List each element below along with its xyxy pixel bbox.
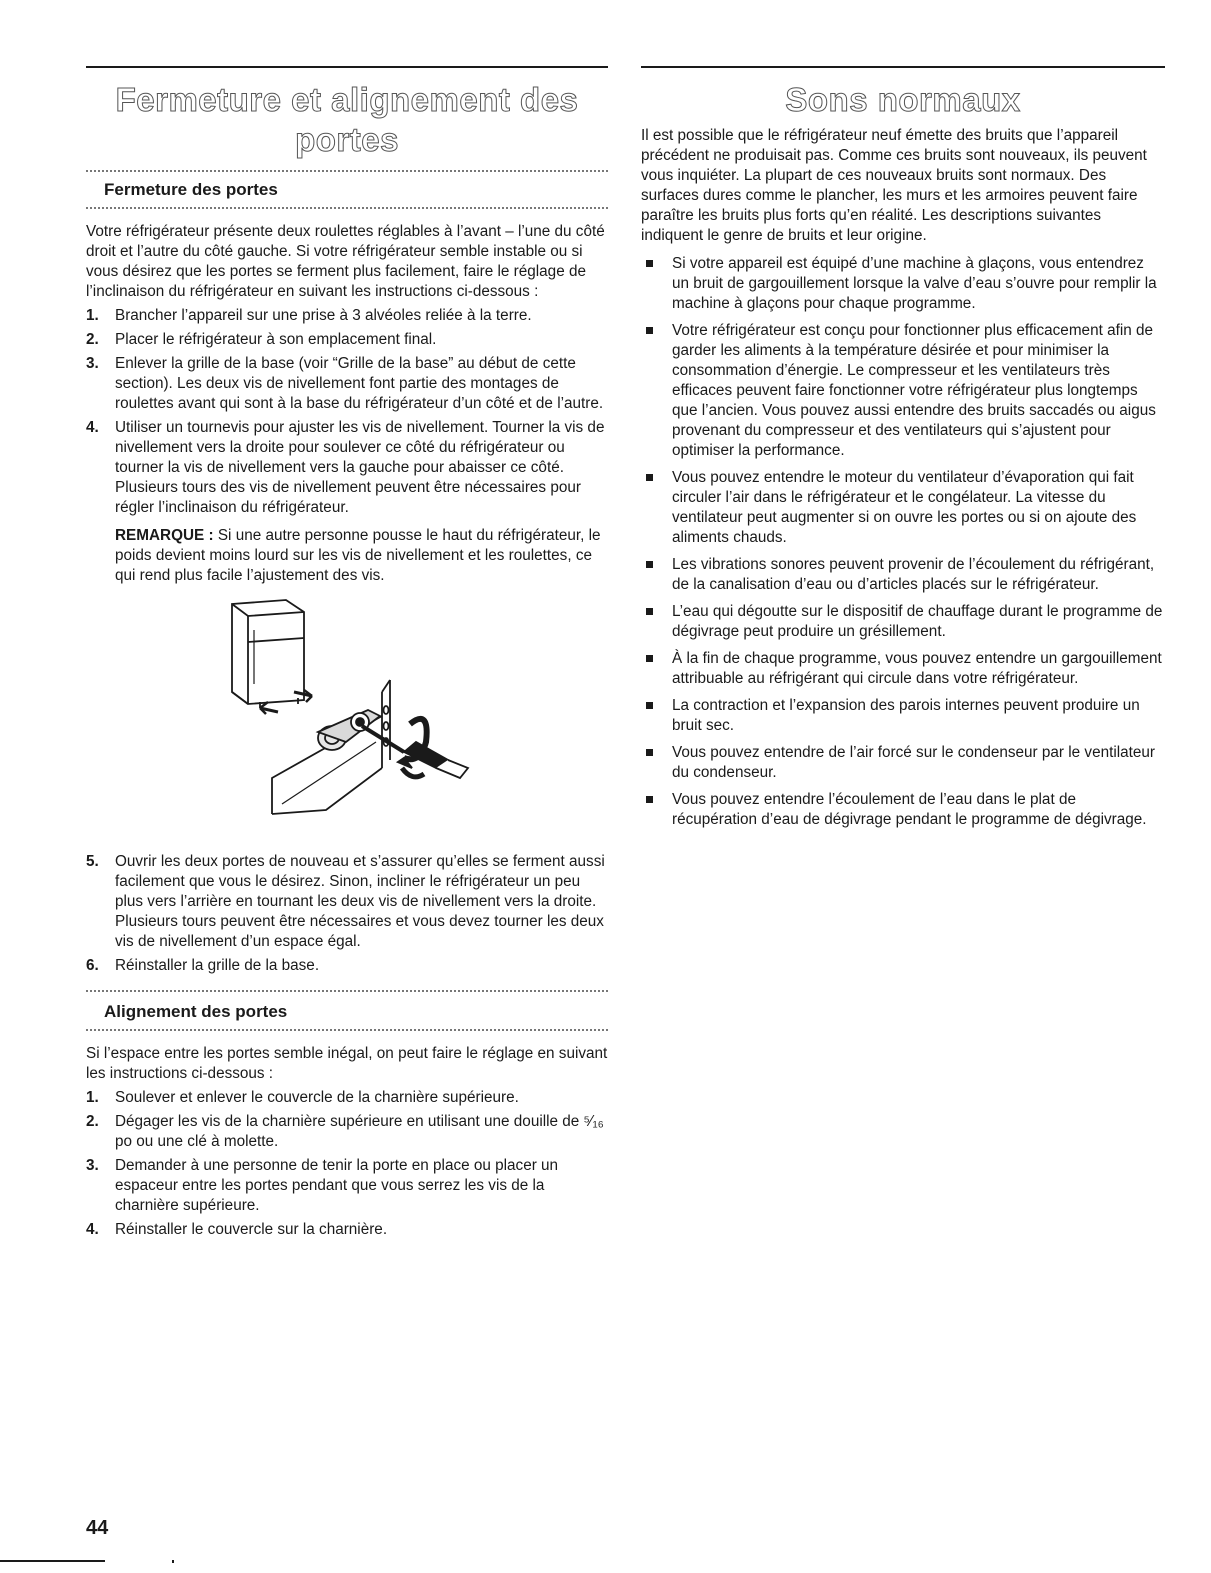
step-number: 6. [86, 957, 99, 974]
closing-steps-continued [86, 852, 608, 976]
step-number: 5. [86, 853, 99, 870]
list-item [641, 790, 1165, 830]
top-rule [86, 66, 608, 68]
step-text: Soulever et enlever le couvercle de la charnière supérieure. [115, 1089, 519, 1106]
step-text: Réinstaller la grille de la base. [115, 957, 320, 974]
list-item [641, 649, 1165, 689]
list-item [86, 1112, 608, 1152]
bullet-square-icon [646, 702, 653, 709]
bullet-square-icon [646, 655, 653, 662]
bullet-text: L’eau qui dégoutte sur le dispositif de chauffage durant le programme de dégivrage peut produire un grésillement. [672, 603, 1163, 640]
step-text: Utiliser un tournevis pour ajuster les vis de nivellement. Tourner la vis de nivellement vers la droite pour soulever ce côté du réfrigérateur ou tourner la vis de nivellement vers la gauche pour abaisser ce côté. Plusieurs tours des vis de nivellement peuvent être nécessaires pour régler l’inclinaison du réfrigérateur. [115, 419, 605, 516]
bullet-text: Vous pouvez entendre l’écoulement de l’eau dans le plat de récupération d’eau de dégivrage pendant le programme de dégivrage. [672, 791, 1147, 828]
bullet-square-icon [646, 260, 653, 267]
step-number: 1. [86, 307, 99, 324]
subheading-closing: Fermeture des portes [104, 180, 278, 199]
step-text: Enlever la grille de la base (voir “Grille de la base” au début de cette section). Les deux vis de nivellement font partie des montages de roulettes avant qui sont à la base du réfrigérateur d’un côté et de l’autre. [115, 355, 604, 412]
bullet-square-icon [646, 327, 653, 334]
list-item [641, 743, 1165, 783]
note [115, 526, 608, 586]
bullet-square-icon [646, 796, 653, 803]
closing-intro: Votre réfrigérateur présente deux roulettes réglables à l’avant – l’une du côté droit et l’autre du côté gauche. Si votre réfrigérateur semble instable ou si vous désirez que les portes se ferment plus facilement, faire le réglage de l’inclinaison du réfrigérateur en suivant les instructions ci-dessous : [86, 223, 605, 300]
section-title-sounds: Sons normaux [785, 81, 1021, 118]
step-number: 2. [86, 331, 99, 348]
left-column [86, 66, 608, 1244]
list-item [86, 1088, 608, 1108]
bullet-square-icon [646, 749, 653, 756]
subheading-alignment: Alignement des portes [104, 1002, 288, 1021]
section-title-doors: Fermeture et alignement des portes [115, 81, 579, 158]
step-text: Dégager les vis de la charnière supérieure en utilisant une douille de ⁵⁄₁₆ po ou une clé à molette. [115, 1113, 604, 1150]
dotted-divider [86, 170, 608, 175]
step-number: 2. [86, 1113, 99, 1130]
list-item [86, 1156, 608, 1216]
bullet-text: Vous pouvez entendre de l’air forcé sur le condenseur par le ventilateur du condenseur. [672, 744, 1155, 781]
bullet-square-icon [646, 608, 653, 615]
alignment-steps [86, 1088, 608, 1240]
list-item [641, 254, 1165, 314]
dotted-divider [86, 990, 608, 995]
step-text: Réinstaller le couvercle sur la charnière. [115, 1221, 388, 1238]
footer-tick [172, 1560, 174, 1563]
bullet-text: À la fin de chaque programme, vous pouvez entendre un gargouillement attribuable au réfrigérant qui circule dans votre réfrigérateur. [672, 650, 1162, 687]
step-text: Placer le réfrigérateur à son emplacement final. [115, 331, 437, 348]
bullet-text: Vous pouvez entendre le moteur du ventilateur d’évaporation qui fait circuler l’air dans le réfrigérateur et le congélateur. La vitesse du ventilateur peut augmenter si on ouvre les portes ou si on ajoute des aliments chauds. [672, 469, 1137, 546]
closing-steps [86, 306, 608, 586]
list-item [641, 555, 1165, 595]
step-number: 4. [86, 419, 99, 436]
note-label: REMARQUE : [115, 527, 214, 544]
dotted-divider [86, 207, 608, 212]
list-item [86, 852, 608, 952]
bullet-text: La contraction et l’expansion des parois internes peuvent produire un bruit sec. [672, 697, 1140, 734]
note-text: Si une autre personne pousse le haut du réfrigérateur, le poids devient moins lourd sur les vis de nivellement et les roulettes, ce qui rend plus facile l’ajustement des vis. [115, 527, 601, 584]
bullet-text: Votre réfrigérateur est conçu pour fonctionner plus efficacement afin de garder les aliments à la température désirée et pour minimiser la consommation d’énergie. Le compresseur et les ventilateurs très efficaces peuvent faire fonctionner votre réfrigérateur plus longtemps que l’ancien. Vous pouvez aussi entendre des bruits saccadés ou aigus provenant du compresseur et des ventilateurs qui s’ajustent pour optimiser la performance. [672, 322, 1156, 459]
list-item [86, 330, 608, 350]
step-number: 1. [86, 1089, 99, 1106]
list-item [641, 468, 1165, 548]
list-item [86, 1220, 608, 1240]
list-item [641, 602, 1165, 642]
step-text: Demander à une personne de tenir la porte en place ou placer un espaceur entre les portes pendant que vous serrez les vis de la charnière supérieure. [115, 1157, 559, 1214]
alignment-intro: Si l’espace entre les portes semble inégal, on peut faire le réglage en suivant les instructions ci-dessous : [86, 1045, 608, 1082]
footer-rule [0, 1560, 105, 1562]
refrigerator-leveling-screw-illustration-icon [86, 592, 608, 842]
list-item [86, 418, 608, 586]
list-item [641, 696, 1165, 736]
sounds-list [641, 254, 1165, 830]
top-rule [641, 66, 1165, 68]
step-number: 3. [86, 355, 99, 372]
step-text: Brancher l’appareil sur une prise à 3 alvéoles reliée à la terre. [115, 307, 532, 324]
dotted-divider [86, 1029, 608, 1034]
right-column [641, 66, 1165, 837]
step-number: 4. [86, 1221, 99, 1238]
bullet-text: Si votre appareil est équipé d’une machine à glaçons, vous entendrez un bruit de gargouillement lorsque la valve d’eau s’ouvre pour remplir la machine à glaçons pour chaque programme. [672, 255, 1157, 312]
bullet-square-icon [646, 474, 653, 481]
list-item [641, 321, 1165, 461]
leveling-figure [86, 592, 608, 842]
list-item [86, 354, 608, 414]
list-item [86, 306, 608, 326]
page-number: 44 [86, 1517, 109, 1539]
bullet-text: Les vibrations sonores peuvent provenir de l’écoulement du réfrigérant, de la canalisation d’eau ou d’articles placés sur le réfrigérateur. [672, 556, 1155, 593]
step-text: Ouvrir les deux portes de nouveau et s’assurer qu’elles se ferment aussi facilement que vous le désirez. Sinon, incliner le réfrigérateur un peu plus vers l’arrière en tournant les deux vis de nivellement vers la droite. Plusieurs tours peuvent être nécessaires et vous devez tourner les deux vis de nivellement d’un espace égal. [115, 853, 605, 950]
bullet-square-icon [646, 561, 653, 568]
sounds-intro: Il est possible que le réfrigérateur neuf émette des bruits que l’appareil précédent ne produisait pas. Comme ces bruits sont nouveaux, ils peuvent vous inquiéter. La plupart de ces nouveaux bruits sont normaux. Des surfaces dures comme le plancher, les murs et les armoires peuvent faire paraître les bruits plus forts qu’en réalité. Les descriptions suivantes indiquent le genre de bruits et leur origine. [641, 127, 1147, 244]
list-item [86, 956, 608, 976]
step-number: 3. [86, 1157, 99, 1174]
